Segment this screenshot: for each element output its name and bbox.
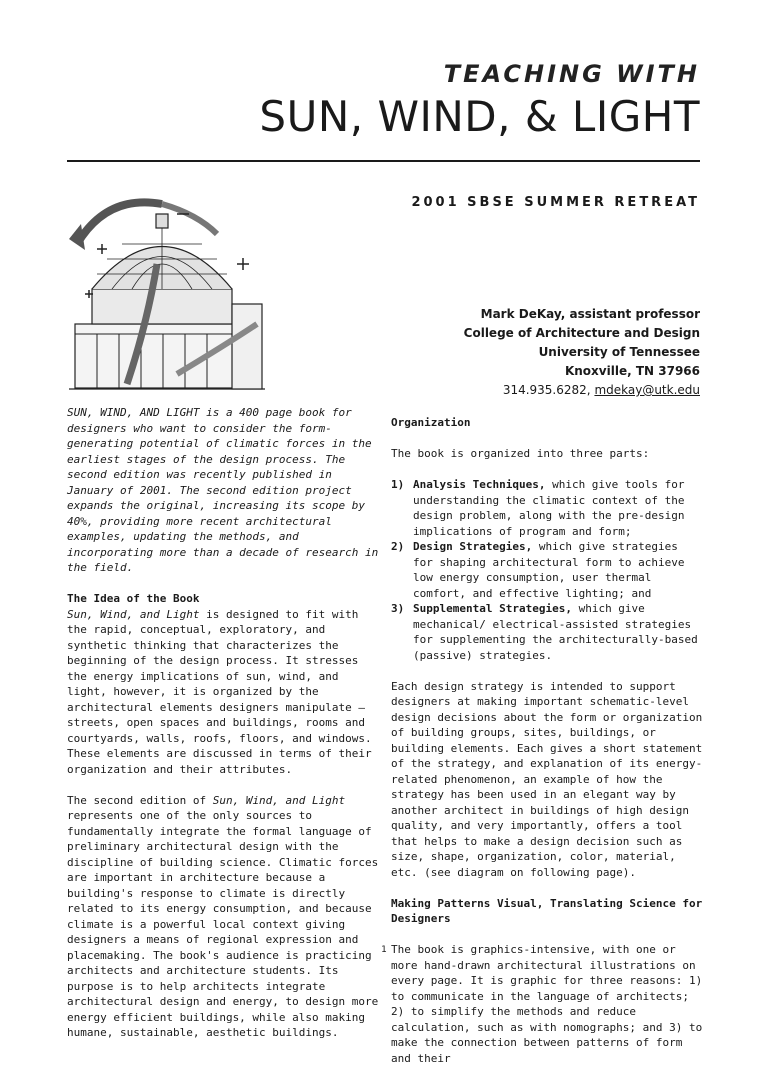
retreat-subtitle: 2001 SBSE SUMMER RETREAT xyxy=(411,195,700,210)
author-name: Mark DeKay, assistant professor xyxy=(480,307,700,321)
list-number: 2) xyxy=(391,540,405,553)
organization-intro: The book is organized into three parts: xyxy=(391,447,650,460)
list-item xyxy=(391,477,703,539)
idea-heading: The Idea of the Book xyxy=(67,592,200,605)
part-label: Design Strategies, xyxy=(413,540,533,553)
part-text: which give strategies for shaping architectural form to achieve low energy consumption, user thermal comfort, and effective lighting; and xyxy=(413,540,685,600)
second-edition-pre: The second edition of xyxy=(67,793,213,807)
patterns-heading: Making Patterns Visual, Translating Science for Designers xyxy=(391,896,703,925)
intro-paragraph: SUN, WIND, AND LIGHT is a 400 page book for designers who want to consider the form-generating potential of climatic forces in the earliest stages of the design process. The second edition was recently published in January of 2001. The second edition project expands the original, increasing its scope by 40%, providing more recent architectural examples, updating the methods, and incorporating more than a decade of research in the field. xyxy=(67,406,379,574)
parts-list xyxy=(391,477,703,663)
list-item xyxy=(391,601,703,663)
author-contact xyxy=(464,381,700,400)
patterns-paragraph: The book is graphics-intensive, with one or more hand-drawn architectural illustrations on every page. It is graphic for three reasons: 1) to communicate in the language of architects; 2) to simplify the methods and reduce calculation, such as with nomographs; and 3) to make the connection between patterns of form and their xyxy=(391,943,703,1065)
kicker-title: TEACHING WITH xyxy=(443,60,700,88)
author-email-link[interactable]: mdekay@utk.edu xyxy=(594,383,700,397)
building-section-illustration xyxy=(67,184,267,394)
author-college: College of Architecture and Design xyxy=(463,326,700,340)
idea-paragraph xyxy=(67,607,379,778)
title-divider xyxy=(67,160,700,162)
author-university: University of Tennessee xyxy=(538,345,700,359)
second-edition-paragraph xyxy=(67,793,379,1041)
page-number: 1 xyxy=(381,945,387,955)
organization-heading: Organization xyxy=(391,416,471,429)
strategy-paragraph: Each design strategy is intended to support designers at making important schematic-level design decisions about the form or organization of building groups, sites, buildings, or building elements. Each gives a short statement of the strategy, and explanation of its energy-related phenomenon, an example of how the strategy has been used in an elegant way by another architect in buildings of high design quality, and very importantly, offers a tool that helps to make a design decision such as size, shape, organization, color, material, etc. (see diagram on following page). xyxy=(391,679,703,879)
list-number: 1) xyxy=(391,478,405,491)
part-label: Supplemental Strategies, xyxy=(413,602,572,615)
author-phone: 314.935.6282, xyxy=(502,383,591,397)
second-edition-text: represents one of the only sources to fundamentally integrate the formal language of preliminary architectural design with the discipline of building science. Climatic forces are important in architecture because a building's response to climate is directly related to its energy consumption, and because climate is a powerful local context giving designers a means of regional expression and placemaking. The book's audience is practicing architects and architecture students. Its purpose is to help architects integrate architectural design and energy, to design more energy efficient buildings, while also making humane, sustainable, aesthetic buildings. xyxy=(67,809,379,1039)
part-text: which give tools for understanding the climatic context of the design problem, along with the pre-design implications of program and form; xyxy=(413,478,685,538)
main-title: SUN, WIND, & LIGHT xyxy=(259,92,700,141)
idea-text: is designed to fit with the rapid, conceptual, exploratory, and synthetic thinking that characterizes the beginning of the design process. It stresses the energy implications of sun, wind, and light, however, it is organized by the architectural elements designers manipulate – streets, open spaces and buildings, rooms and courtyards, walls, roofs, floors, and windows. These elements are discussed in terms of their organization and their attributes. xyxy=(67,607,372,776)
author-block xyxy=(464,305,700,400)
book-title-inline: Sun, Wind, and Light xyxy=(67,607,200,621)
right-column xyxy=(391,415,703,1066)
list-number: 3) xyxy=(391,602,405,615)
list-item xyxy=(391,539,703,601)
book-title-inline: Sun, Wind, and Light xyxy=(212,793,346,807)
part-label: Analysis Techniques, xyxy=(413,478,546,491)
part-text: which give mechanical/ electrical-assisted strategies for supplementing the architecturally-based (passive) strategies. xyxy=(413,602,698,662)
author-city: Knoxville, TN 37966 xyxy=(564,364,700,378)
